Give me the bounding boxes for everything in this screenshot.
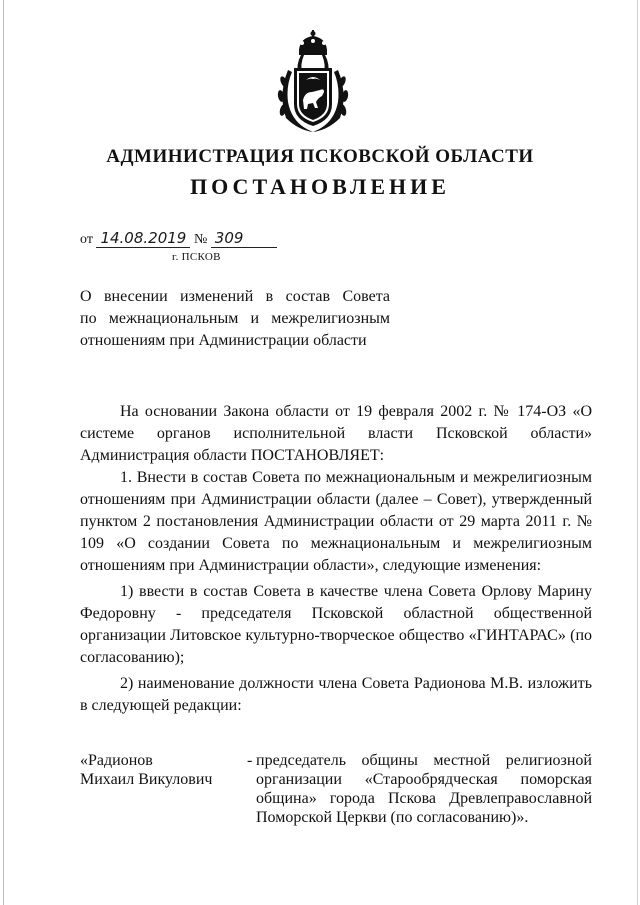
paragraph-subitem-2: 2) наименование должности члена Совета Радионова М.В. изложить в следующей редакции: [80, 675, 592, 714]
title-line: отношениям при Администрации области [80, 332, 367, 349]
paragraph-subitem-1: 1) ввести в состав Совета в качестве члена Совета Орлову Марину Федоровну - председателя Псковской областной общественной организации Литовское культурно-творческое общество «ГИНТАРАС» (по согласованию); [80, 583, 592, 666]
member-position: председатель общины местной религиозной организации «Старообрядческая поморская община» города Пскова Древлеправославной Поморской Церкви (по согласованию)». [256, 752, 592, 826]
scan-edge-right [637, 0, 638, 905]
organization-name: АДМИНИСТРАЦИЯ ПСКОВСКОЙ ОБЛАСТИ [106, 146, 534, 167]
member-dash: - [247, 752, 253, 769]
document-title [80, 286, 390, 352]
document-body [80, 401, 592, 717]
paragraph-basis: На основании Закона области от 19 февраля 2002 г. № 174-ОЗ «О системе органов исполнительной власти Псковской области» Администрация области ПОСТАНОВЛЯЕТ: [80, 403, 592, 464]
title-line: по межнациональным и межрелигиозным [80, 310, 390, 327]
document-type: ПОСТАНОВЛЕНИЕ [190, 174, 450, 199]
number-label: № [193, 232, 208, 247]
date-number-line [80, 229, 277, 248]
title-line: О внесении изменений в состав Совета [80, 288, 390, 305]
date-prefix: от [80, 232, 93, 247]
member-name-line: «Радионов [80, 752, 153, 769]
member-name [80, 751, 253, 789]
member-name-line: Михаил Викулович [80, 771, 213, 788]
document-date: 14.08.2019 [96, 229, 190, 248]
paragraph-item-1: 1. Внести в состав Совета по межнациональным и межрелигиозным отношениям при Администрации области (далее – Совет), утвержденный пунктом 2 постановления Администрации области от 29 марта 2011 г. № 109 «О создании Совета по межнациональным и межрелигиозным отношениям при Администрации области», следующие изменения: [80, 469, 592, 574]
city-name: г. ПСКОВ [172, 251, 221, 263]
document-number: 309 [211, 229, 277, 248]
scan-edge-left [3, 0, 4, 905]
pskov-coat-of-arms-icon [272, 30, 354, 134]
